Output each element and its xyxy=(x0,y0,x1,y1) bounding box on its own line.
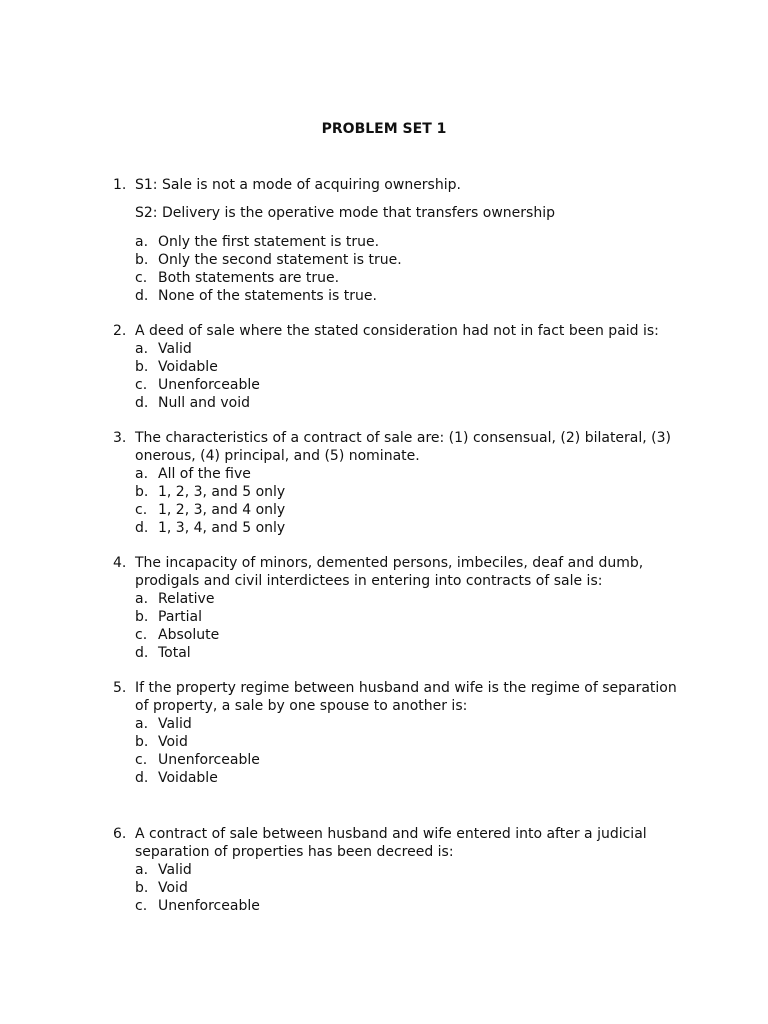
option-b xyxy=(135,358,683,376)
option-b xyxy=(135,733,683,751)
option-text: Total xyxy=(158,645,191,661)
option-letter: c. xyxy=(135,377,148,393)
question-5 xyxy=(113,679,683,787)
option-letter: d. xyxy=(135,520,149,536)
question-number: 1. xyxy=(113,177,127,193)
question-text: The characteristics of a contract of sale are: (1) consensual, (2) bilateral, (3) onerous, (4) principal, and (5) nominate. xyxy=(135,430,671,464)
options-list xyxy=(135,233,683,305)
option-text: Valid xyxy=(158,716,192,732)
options-list xyxy=(135,340,683,412)
option-b xyxy=(135,608,683,626)
question-6 xyxy=(113,825,683,915)
option-a xyxy=(135,233,683,251)
option-text: Only the second statement is true. xyxy=(158,252,402,268)
option-text: 1, 3, 4, and 5 only xyxy=(158,520,286,536)
statement-2: S2: Delivery is the operative mode that transfers ownership xyxy=(135,205,555,221)
option-text: 1, 2, 3, and 4 only xyxy=(158,502,286,518)
question-1 xyxy=(113,176,683,305)
option-c xyxy=(135,269,683,287)
question-4 xyxy=(113,554,683,662)
option-d xyxy=(135,287,683,305)
option-text: Null and void xyxy=(158,395,250,411)
option-text: Only the first statement is true. xyxy=(158,234,380,250)
option-a xyxy=(135,340,683,358)
option-letter: a. xyxy=(135,234,149,250)
option-d xyxy=(135,394,683,412)
question-number: 6. xyxy=(113,826,127,842)
option-text: 1, 2, 3, and 5 only xyxy=(158,484,286,500)
option-c xyxy=(135,501,683,519)
option-letter: c. xyxy=(135,270,148,286)
statement-1: S1: Sale is not a mode of acquiring ownership. xyxy=(135,177,461,193)
option-text: Void xyxy=(158,734,188,750)
option-text: Unenforceable xyxy=(158,377,260,393)
option-b xyxy=(135,879,683,897)
option-a xyxy=(135,861,683,879)
option-text: Valid xyxy=(158,341,192,357)
option-letter: d. xyxy=(135,395,149,411)
option-letter: d. xyxy=(135,770,149,786)
option-letter: a. xyxy=(135,716,149,732)
option-b xyxy=(135,251,683,269)
question-number: 3. xyxy=(113,430,127,446)
option-d xyxy=(135,644,683,662)
option-letter: c. xyxy=(135,627,148,643)
option-c xyxy=(135,376,683,394)
option-text: Unenforceable xyxy=(158,752,260,768)
option-text: Voidable xyxy=(158,359,218,375)
option-letter: a. xyxy=(135,591,149,607)
option-letter: c. xyxy=(135,502,148,518)
option-d xyxy=(135,769,683,787)
option-text: Unenforceable xyxy=(158,898,260,914)
question-number: 5. xyxy=(113,680,127,696)
option-text: Partial xyxy=(158,609,202,625)
page-title: PROBLEM SET 1 xyxy=(321,121,447,137)
options-list xyxy=(135,861,683,915)
question-text: If the property regime between husband and wife is the regime of separation of property, a sale by one spouse to another is: xyxy=(135,680,677,714)
option-a xyxy=(135,590,683,608)
option-letter: b. xyxy=(135,359,149,375)
option-a xyxy=(135,465,683,483)
question-text: A contract of sale between husband and wife entered into after a judicial separation of properties has been decreed is: xyxy=(135,826,647,860)
option-letter: b. xyxy=(135,252,149,268)
option-text: Both statements are true. xyxy=(158,270,340,286)
option-c xyxy=(135,626,683,644)
option-text: All of the five xyxy=(158,466,251,482)
option-letter: b. xyxy=(135,880,149,896)
question-number: 2. xyxy=(113,323,127,339)
option-d xyxy=(135,519,683,537)
option-letter: b. xyxy=(135,734,149,750)
option-text: Void xyxy=(158,880,188,896)
question-2 xyxy=(113,322,683,412)
option-text: Valid xyxy=(158,862,192,878)
option-text: Relative xyxy=(158,591,215,607)
options-list xyxy=(135,465,683,537)
option-text: None of the statements is true. xyxy=(158,288,377,304)
option-c xyxy=(135,751,683,769)
option-letter: c. xyxy=(135,752,148,768)
option-letter: b. xyxy=(135,609,149,625)
question-text: The incapacity of minors, demented persons, imbeciles, deaf and dumb, prodigals and civil interdictees in entering into contracts of sale is: xyxy=(135,555,644,589)
question-3 xyxy=(113,429,683,537)
option-letter: c. xyxy=(135,898,148,914)
option-letter: a. xyxy=(135,341,149,357)
option-text: Voidable xyxy=(158,770,218,786)
option-b xyxy=(135,483,683,501)
options-list xyxy=(135,715,683,787)
option-a xyxy=(135,715,683,733)
option-c xyxy=(135,897,683,915)
options-list xyxy=(135,590,683,662)
option-letter: d. xyxy=(135,645,149,661)
question-number: 4. xyxy=(113,555,127,571)
option-letter: d. xyxy=(135,288,149,304)
option-text: Absolute xyxy=(158,627,220,643)
option-letter: a. xyxy=(135,466,149,482)
option-letter: b. xyxy=(135,484,149,500)
question-text: A deed of sale where the stated consideration had not in fact been paid is: xyxy=(135,323,659,339)
option-letter: a. xyxy=(135,862,149,878)
